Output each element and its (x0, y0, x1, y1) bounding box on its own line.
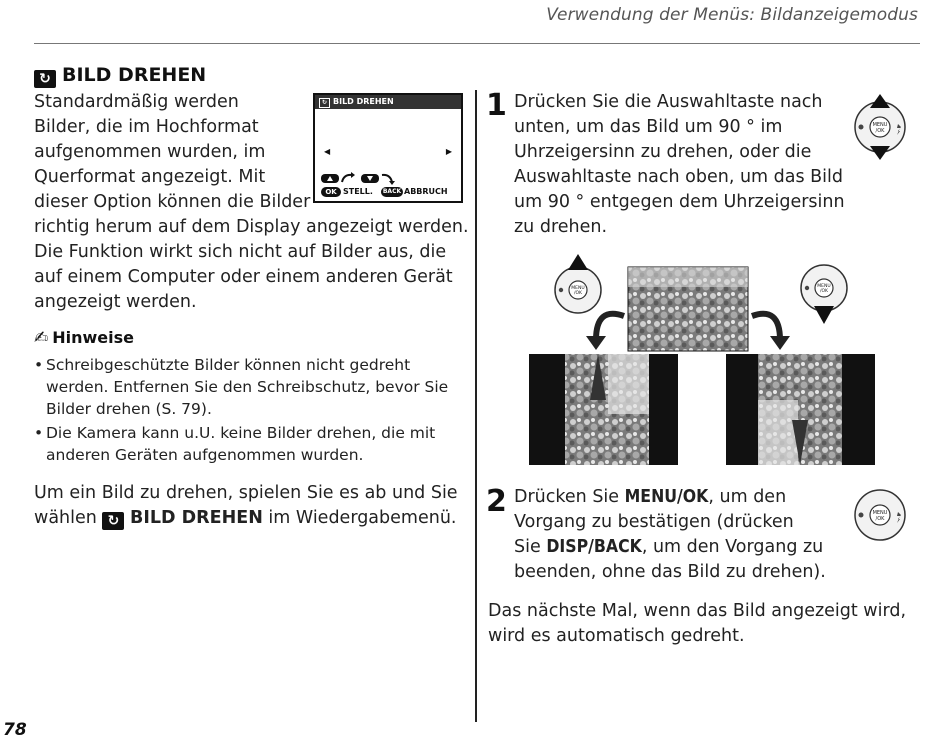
usage-paragraph (34, 481, 458, 531)
usage-menu-name: BILD DREHEN (130, 508, 263, 528)
intro-line: aufgenommen wurden, im (34, 142, 266, 162)
intro-line: Die Funktion wirkt sich nicht auf Bilder aus, die (34, 242, 447, 262)
rotate-buttons-icon (321, 171, 401, 185)
lcd-footer (318, 171, 458, 199)
selector-dial-icon (852, 487, 908, 543)
lcd-title-bar (315, 95, 461, 109)
closing-line: wird es automatisch gedreht. (488, 626, 745, 646)
rotation-illustration (528, 250, 878, 468)
pen-icon: ✍ (34, 328, 49, 348)
step-line: Uhrzeigersinn zu drehen, oder die (514, 142, 812, 162)
intro-line: richtig herum auf dem Display angezeigt werden. (34, 217, 469, 237)
step-2-line-2: Vorgang zu bestätigen (drücken (514, 512, 794, 532)
column-divider (475, 90, 477, 722)
note-line: Bilder drehen (S. 79). (46, 400, 212, 418)
lcd-title: BILD DREHEN (333, 97, 394, 106)
closing-paragraph (488, 599, 928, 649)
intro-line: auf einem Computer oder einem anderen Gerät (34, 267, 453, 287)
closing-line: Das nächste Mal, wenn das Bild angezeigt wird, (488, 601, 907, 621)
step-2-text (514, 485, 844, 585)
selector-dial-up-down-icon (850, 94, 910, 160)
original-photo (628, 267, 748, 351)
notes-title-text: Hinweise (52, 328, 135, 347)
step-line: um 90 ° entgegen dem Uhrzeigersinn (514, 192, 845, 212)
rotate-icon: ↻ (319, 98, 330, 108)
rotated-ccw-photo (529, 354, 678, 465)
step-2-line-1-pre: Drücken Sie (514, 487, 620, 507)
svg-text:/OK: /OK (819, 289, 829, 294)
rotated-cw-photo (726, 354, 875, 465)
back-button-pill: BACK (382, 188, 402, 195)
notes-title (34, 328, 134, 348)
step-2-line-1-post: , um den (708, 487, 787, 507)
intro-line: dieser Option können die Bilder (34, 192, 311, 212)
page-header-title: Verwendung der Menüs: Bildanzeigemodus (546, 5, 918, 25)
lcd-set-label: STELL. (343, 187, 373, 196)
usage-line-1: Um ein Bild zu drehen, spielen Sie es ab und Sie (34, 483, 458, 503)
rotate-icon: ↻ (34, 70, 56, 88)
note-item (34, 422, 454, 466)
arrow-right-icon: ▶ (445, 147, 452, 156)
section-title (34, 64, 206, 88)
step-number: 2 (486, 484, 507, 519)
arrow-left-icon: ◀ (324, 147, 331, 156)
step-line: zu drehen. (514, 217, 608, 237)
intro-line: Querformat angezeigt. Mit (34, 167, 266, 187)
step-line: Drücken Sie die Auswahltaste nach (514, 92, 823, 112)
note-line: Schreibgeschützte Bilder können nicht gedreht (46, 356, 411, 374)
step-line: Auswahltaste nach oben, um das Bild (514, 167, 844, 187)
svg-text:MENU: MENU (872, 122, 888, 128)
intro-line: Standardmäßig werden (34, 92, 239, 112)
page-number: 78 (3, 720, 27, 740)
bullet: • (34, 424, 44, 442)
lcd-abort-label: ABBRUCH (404, 187, 448, 196)
step-line: unten, um das Bild um 90 ° im (514, 117, 783, 137)
disp-back-button-name: DISP/BACK (546, 537, 642, 557)
section-title-text: BILD DREHEN (62, 64, 207, 86)
svg-text:/OK: /OK (875, 128, 885, 134)
svg-text:/OK: /OK (875, 516, 885, 522)
usage-line-2-post: im Wiedergabemenü. (268, 508, 457, 528)
svg-text:MENU: MENU (571, 286, 585, 291)
note-line: Die Kamera kann u.U. keine Bilder drehen, die mit (46, 424, 436, 442)
svg-text:/OK: /OK (573, 291, 583, 296)
step-2-line-3-post: , um den Vorgang zu (641, 537, 824, 557)
step-2-line-4: beenden, ohne das Bild zu drehen). (514, 562, 826, 582)
svg-text:MENU: MENU (817, 284, 831, 289)
selector-dial-up-icon (555, 254, 601, 313)
ok-button-pill: OK (321, 187, 341, 197)
bullet: • (34, 356, 44, 374)
menu-ok-button-name: MENU/OK (624, 487, 709, 507)
usage-line-2-pre: wählen (34, 508, 97, 528)
note-line: anderen Geräten aufgenommen wurden. (46, 446, 364, 464)
rotate-icon: ↻ (102, 512, 124, 530)
selector-dial-down-icon (801, 265, 847, 324)
camera-lcd-screen (313, 93, 463, 203)
step-number: 1 (486, 88, 507, 123)
note-item (34, 354, 454, 420)
svg-text:MENU: MENU (872, 510, 888, 516)
header-rule (34, 43, 920, 44)
step-2-line-3-pre: Sie (514, 537, 541, 557)
intro-line: angezeigt werden. (34, 292, 197, 312)
note-line: werden. Entfernen Sie den Schreibschutz, bevor Sie (46, 378, 449, 396)
intro-line: Bilder, die im Hochformat (34, 117, 259, 137)
step-1-text (514, 90, 844, 240)
